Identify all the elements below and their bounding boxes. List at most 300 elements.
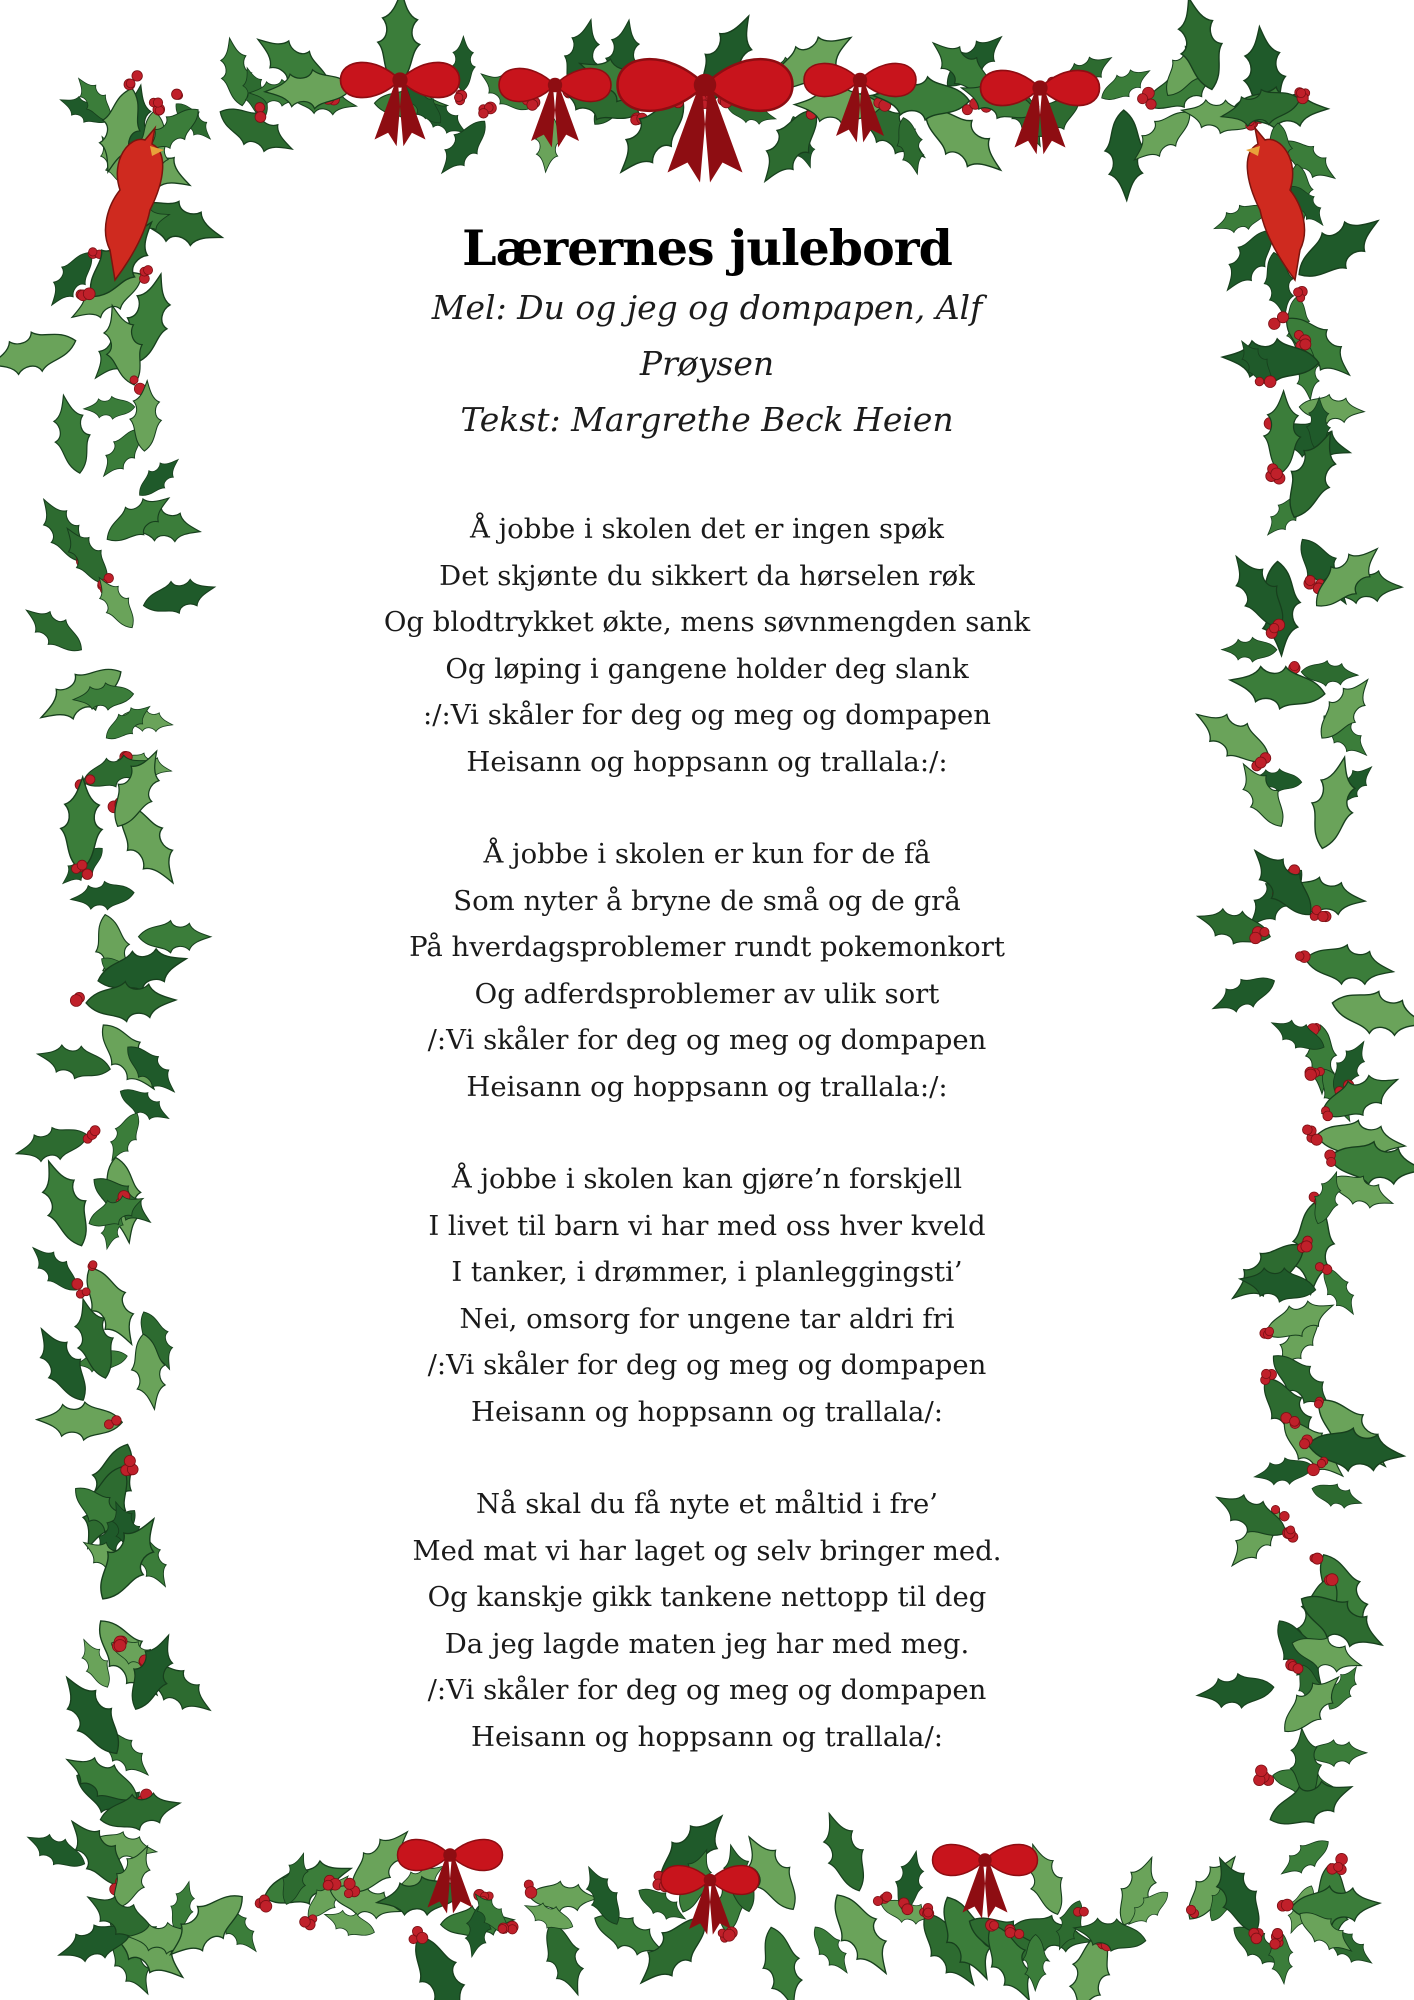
holly-berry-icon [98,581,107,590]
ribbon-tails-icon [963,1863,1008,1919]
holly-berry-icon [564,89,573,98]
holly-berry-icon [95,250,104,259]
holly-leaf-icon [339,1820,421,1904]
holly-berry-icon [1315,1263,1323,1271]
red-ribbon-bow-icon [981,70,1041,105]
holly-leaf-icon [1315,1262,1364,1321]
holly-berry-icon [703,98,715,110]
holly-berry-icon [1271,468,1283,480]
ribbon-tails-icon [836,83,884,142]
holly-berry-icon [1336,1865,1346,1875]
holly-leaf-icon [1272,1409,1354,1489]
red-ribbon-bow-icon [804,63,860,96]
holly-leaf-icon [119,1628,185,1717]
holly-leaf-icon [1280,1881,1321,1937]
holly-berry-icon [673,97,684,108]
holly-leaf-icon [25,1319,99,1409]
holly-leaf-icon [83,1186,148,1235]
red-ribbon-bow-icon [860,63,916,96]
holly-berry-icon [1284,1527,1295,1538]
holly-berry-icon [573,86,582,95]
red-ribbon-bow-icon [1040,70,1100,105]
holly-berry-icon [727,88,739,100]
holly-berry-icon [98,579,107,588]
holly-berry-icon [115,801,123,809]
holly-berry-icon [984,95,994,105]
holly-berry-icon [992,93,1002,103]
holly-berry-icon [113,1883,123,1893]
holly-berry-icon [1271,140,1281,150]
holly-berry-icon [1301,89,1310,98]
holly-leaf-icon [520,1895,577,1937]
holly-leaf-icon [450,36,475,91]
holly-leaf-icon [103,1839,161,1915]
holly-berry-icon [116,1876,127,1887]
holly-berry-icon [1300,339,1311,350]
holly-berry-icon [806,109,816,119]
holly-berry-icon [1335,1087,1344,1096]
holly-berry-icon [1312,906,1321,915]
verse-line: :/:Vi skåler for deg og meg og dompapen [422,699,991,731]
holly-berry-icon [124,1455,135,1466]
holly-leaf-icon [535,1917,594,2000]
holly-berry-icon [527,99,538,110]
holly-berry-icon [75,780,85,790]
holly-leaf-icon [834,84,904,125]
holly-berry-icon [1273,137,1284,148]
holly-leaf-icon [72,680,135,713]
holly-leaf-icon [1000,80,1053,152]
cardinal-bird-icon [105,128,162,280]
holly-leaf-icon [1283,179,1331,232]
holly-leaf-icon [76,1530,146,1589]
holly-leaf-icon [24,1238,86,1300]
holly-berry-icon [323,93,334,104]
holly-berry-icon [349,1886,360,1897]
holly-leaf-icon [1239,24,1290,122]
holly-berry-icon [191,1929,203,1941]
holly-leaf-icon [1316,1919,1379,1973]
holly-leaf-icon [75,209,168,310]
holly-berry-icon [144,266,153,275]
holly-leaf-icon [724,95,779,130]
holly-leaf-icon [108,82,159,168]
holly-berry-icon [148,1664,158,1674]
holly-leaf-icon [1010,1909,1095,1959]
holly-leaf-icon [131,1306,182,1375]
holly-leaf-icon [716,1841,764,1916]
holly-leaf-icon [871,74,970,123]
holly-berry-icon [114,1636,125,1647]
holly-berry-icon [112,1640,124,1652]
holly-leaf-icon [326,1875,406,1927]
holly-leaf-icon [73,1344,129,1376]
holly-leaf-icon [30,491,96,570]
holly-berry-icon [76,290,85,299]
holly-berry-icon [720,1934,729,1943]
holly-berry-icon [76,1290,84,1298]
holly-leaf-icon [85,1502,145,1566]
holly-leaf-icon [65,1294,123,1383]
holly-leaf-icon [283,75,360,121]
holly-leaf-icon [258,1849,358,1917]
holly-leaf-icon [1203,1850,1272,1940]
red-ribbon-bow-icon [705,59,793,111]
holly-berry-icon [126,79,135,88]
holly-leaf-icon [1227,659,1328,715]
holly-berry-icon [323,1880,333,1890]
red-ribbon-bow-icon [398,1839,451,1870]
holly-berry-icon [1301,1241,1312,1252]
holly-berry-icon [190,1932,199,1941]
holly-berry-icon [1288,1662,1297,1671]
holly-leaf-icon [627,1904,720,1997]
holly-leaf-icon [956,71,1041,129]
verse-line: Nei, omsorg for ungene tar aldri fri [459,1302,955,1335]
holly-berry-icon [698,94,707,103]
holly-leaf-icon [1017,1839,1073,1920]
verse-line: /:Vi skåler for deg og meg og dompapen [427,1024,987,1056]
holly-berry-icon [478,1896,487,1905]
verse-line: Heisann og hoppsann og trallala:/: [466,1070,948,1103]
holly-berry-icon [637,113,648,124]
holly-leaf-icon [85,980,176,1023]
holly-leaf-icon [633,1880,692,1929]
holly-berry-icon [1295,88,1305,98]
red-ribbon-bow-icon [555,68,611,101]
holly-berry-icon [1186,1905,1195,1914]
holly-berry-icon [81,561,91,571]
holly-berry-icon [1336,1853,1348,1865]
verse-line: Det skjønte du sikkert da hørselen røk [439,559,975,592]
holly-leaf-icon [440,1903,516,1940]
holly-leaf-icon [1155,27,1222,104]
holly-berry-icon [500,77,508,85]
holly-leaf-icon [36,1401,123,1442]
cardinal-beak-icon [1246,146,1260,156]
holly-leaf-icon [878,1893,937,1931]
holly-berry-icon [82,869,92,879]
holly-berry-icon [304,79,314,89]
holly-berry-icon [1268,464,1278,474]
holly-leaf-icon [1302,939,1396,991]
holly-berry-icon [1290,1418,1300,1428]
holly-leaf-icon [1306,1546,1383,1645]
verse-line: Som nyter å bryne de små og de grå [453,884,961,917]
holly-berry-icon [1303,1236,1312,1245]
holly-leaf-icon [99,697,156,748]
holly-leaf-icon [1288,530,1360,614]
holly-berry-icon [1310,1554,1318,1562]
holly-berry-icon [570,85,580,95]
holly-leaf-icon [1168,0,1232,95]
holly-berry-icon [1286,1659,1297,1670]
holly-berry-icon [83,557,94,568]
holly-berry-icon [986,96,997,107]
holly-berry-icon [1252,761,1262,771]
holly-berry-icon [1260,1328,1270,1338]
holly-leaf-icon [210,1898,266,1959]
holly-leaf-icon [58,1810,139,1898]
holly-berry-icon [1326,1574,1338,1586]
holly-leaf-icon [79,1882,163,1952]
holly-berry-icon [879,99,891,111]
holly-leaf-icon [88,570,143,635]
holly-berry-icon [172,89,182,99]
holly-berry-icon [1312,1023,1320,1031]
holly-leaf-icon [1234,86,1329,129]
holly-leaf-icon [95,300,152,389]
holly-berry-icon [1055,81,1065,91]
holly-berry-icon [83,288,95,300]
holly-berry-icon [1327,1864,1338,1875]
holly-berry-icon [153,98,162,107]
holly-leaf-icon [55,520,119,593]
holly-leaf-icon [669,1845,720,1918]
holly-leaf-icon [1301,659,1359,688]
holly-leaf-icon [138,921,210,953]
holly-berry-icon [1092,1932,1104,1944]
holly-leaf-icon [58,1744,145,1813]
holly-berry-icon [1005,1927,1015,1937]
holly-berry-icon [1313,583,1324,594]
holly-leaf-icon [168,96,218,146]
holly-berry-icon [882,1892,892,1902]
holly-berry-icon [522,90,531,99]
holly-berry-icon [1010,81,1020,91]
holly-berry-icon [1190,1909,1199,1918]
holly-berry-icon [137,1796,148,1807]
holly-leaf-icon [1285,297,1310,353]
holly-berry-icon [529,97,540,108]
holly-berry-icon [88,1262,96,1270]
holly-leaf-icon [1023,1934,1048,1990]
holly-berry-icon [455,96,464,105]
holly-berry-icon [1251,1933,1262,1944]
holly-leaf-icon [533,114,564,174]
holly-berry-icon [1325,1150,1336,1161]
holly-leaf-icon [121,500,204,548]
holly-berry-icon [1261,1369,1270,1378]
holly-berry-icon [631,115,641,125]
holly-leaf-icon [1305,1423,1406,1477]
holly-berry-icon [1293,1664,1303,1674]
holly-leaf-icon [1291,1581,1392,1663]
holly-berry-icon [508,1925,517,1934]
holly-berry-icon [1324,1575,1334,1585]
holly-leaf-icon [1265,122,1294,182]
holly-berry-icon [654,1871,664,1881]
holly-berry-icon [144,419,154,429]
holly-leaf-icon [165,1879,200,1934]
holly-leaf-icon [1304,1386,1399,1481]
holly-berry-icon [409,1935,418,1944]
holly-berry-icon [1302,1125,1312,1135]
ribbon-knot-icon [392,72,407,87]
holly-leaf-icon [1268,412,1356,470]
holly-berry-icon [1309,1192,1319,1202]
holly-leaf-icon [1286,1727,1324,1800]
holly-leaf-icon [1328,982,1414,1045]
holly-berry-icon [1254,1929,1263,1938]
holly-berry-icon [1255,377,1264,386]
holly-leaf-icon [60,776,104,871]
holly-berry-icon [1266,471,1277,482]
holly-leaf-icon [299,1867,357,1926]
holly-leaf-icon [1290,339,1324,401]
verse-line: Da jeg lagde maten jeg har med meg. [444,1627,970,1660]
holly-leaf-icon [645,1802,738,1901]
holly-berry-icon [1006,88,1016,98]
holly-berry-icon [1307,1133,1317,1143]
holly-berry-icon [1271,206,1279,214]
holly-leaf-icon [126,188,229,257]
holly-berry-icon [1297,1243,1306,1252]
holly-leaf-icon [90,1827,159,1866]
holly-berry-icon [1249,1928,1259,1938]
holly-berry-icon [93,1732,102,1741]
holly-berry-icon [328,94,339,105]
holly-berry-icon [1317,1459,1325,1467]
holly-berry-icon [134,383,145,394]
holly-berry-icon [1272,1928,1282,1938]
holly-berry-icon [1316,579,1324,587]
holly-leaf-icon [53,1914,137,1971]
holly-leaf-icon [712,1863,749,1934]
holly-leaf-icon [70,1459,141,1556]
holly-leaf-icon [22,1825,91,1877]
holly-berry-icon [76,556,87,567]
red-ribbon-bow-icon [985,1844,1038,1875]
holly-berry-icon [107,224,116,233]
holly-leaf-icon [129,380,163,452]
holly-berry-icon [104,1420,113,1429]
holly-berry-icon [324,1875,334,1885]
holly-leaf-icon [760,20,861,104]
holly-leaf-icon [1274,305,1362,389]
holly-berry-icon [720,96,732,108]
holly-berry-icon [1263,1330,1272,1339]
holly-berry-icon [981,102,992,113]
holly-leaf-icon [1230,756,1295,835]
holly-leaf-icon [93,939,191,1000]
holly-berry-icon [1281,1413,1292,1424]
holly-berry-icon [1290,661,1299,670]
ribbon-tails-icon [689,1883,731,1935]
holly-leaf-icon [1266,1928,1296,1985]
holly-berry-icon [112,225,121,234]
holly-leaf-icon [31,654,131,735]
holly-leaf-icon [922,30,1003,106]
holly-leaf-icon [401,1927,480,2000]
holly-berry-icon [902,1904,913,1915]
holly-berry-icon [417,1932,428,1943]
holly-berry-icon [255,103,265,113]
holly-berry-icon [139,1655,150,1666]
holly-berry-icon [1273,472,1285,484]
holly-berry-icon [325,86,337,98]
holly-leaf-icon [85,1167,160,1235]
holly-berry-icon [1294,330,1303,339]
holly-berry-icon [1289,662,1300,673]
holly-leaf-icon [1292,1662,1329,1719]
holly-leaf-icon [749,99,831,193]
holly-leaf-icon [69,879,135,914]
holly-berry-icon [873,1896,882,1905]
holly-berry-icon [1297,92,1308,103]
holly-leaf-icon [1314,1116,1407,1166]
holly-berry-icon [725,86,736,97]
holly-berry-icon [1297,294,1305,302]
holly-leaf-icon [1324,1035,1375,1097]
holly-berry-icon [1289,865,1300,876]
holly-berry-icon [89,1261,97,1269]
holly-leaf-icon [1226,1917,1293,1977]
holly-leaf-icon [158,1881,255,1971]
holly-leaf-icon [1195,1670,1275,1712]
holly-berry-icon [1314,1400,1322,1408]
holly-leaf-icon [84,1608,173,1707]
holly-berry-icon [75,863,84,872]
holly-leaf-icon [1284,163,1317,226]
holly-berry-icon [677,90,686,99]
holly-leaf-icon [583,63,649,134]
holly-berry-icon [962,105,972,115]
holly-leaf-icon [1237,859,1314,938]
holly-berry-icon [108,801,120,813]
ribbon-knot-icon [978,1853,992,1867]
holly-berry-icon [110,1883,122,1895]
holly-leaf-icon [247,23,342,106]
holly-berry-icon [525,1887,537,1899]
holly-leaf-icon [132,451,187,504]
verse-line: Å jobbe i skolen det er ingen spøk [470,513,944,545]
holly-leaf-icon [473,63,536,119]
holly-berry-icon [70,995,82,1007]
holly-berry-icon [1260,753,1271,764]
holly-berry-icon [1260,927,1269,936]
holly-leaf-icon [1220,546,1296,637]
holly-berry-icon [498,1923,509,1934]
holly-berry-icon [344,1878,355,1889]
holly-leaf-icon [1270,1762,1336,1800]
holly-berry-icon [1343,1080,1353,1090]
holly-berry-icon [259,1895,269,1905]
holly-leaf-icon [1287,1628,1366,1681]
holly-berry-icon [1265,1327,1274,1336]
verse-line: Å jobbe i skolen kan gjøre’n forskjell [451,1163,963,1195]
holly-leaf-icon [82,308,157,389]
holly-leaf-icon [1275,424,1349,525]
holly-leaf-icon [1187,698,1280,776]
holly-leaf-icon [847,90,936,172]
holly-leaf-icon [753,1922,811,2000]
holly-leaf-icon [1307,1740,1367,1767]
holly-berry-icon [1297,286,1308,297]
verse-line: Og løping i gangene holder deg slank [445,652,969,685]
holly-berry-icon [1266,1369,1276,1379]
song-sheet [360,218,1054,1806]
holly-leaf-icon [1306,397,1331,451]
holly-berry-icon [506,1921,518,1933]
holly-berry-icon [1311,1134,1322,1145]
red-ribbon-bow-icon [400,62,460,97]
holly-leaf-icon [89,1014,168,1101]
verses [360,506,1054,1760]
holly-leaf-icon [98,484,178,553]
holly-leaf-icon [96,1199,127,1251]
holly-leaf-icon [73,1634,118,1692]
